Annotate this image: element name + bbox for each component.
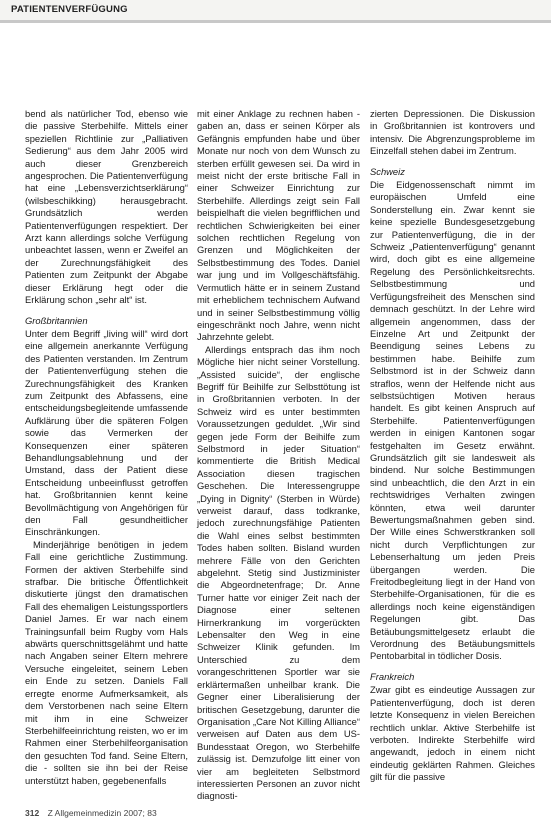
text-column-3	[370, 108, 535, 784]
subheading: Großbritannien	[25, 314, 88, 326]
page-footer	[25, 808, 157, 818]
subheading: Frankreich	[370, 670, 415, 682]
paragraph: Allerdings entsprach das ihm noch Mögliche hier nicht seiner Vorstellung. „Assisted suicide“, der englische Begriff für Beihilfe zur Selbsttötung ist in Großbritannien verboten. In der Schweiz wird es unter bestimmten Voraussetzungen geduldet. „Wir sind gegen jede Form der Beihilfe zum Selbstmord in jeder Situation“ kommentierte die British Medical Association diesen tragischen Geschehen. Die Interessengruppe „Dying in Dignity“ (Sterben in Würde) verweist darauf, dass todkranke, jedoch zurechnungsfähige Patienten die Wahl eines selbst bestimmten Todes haben sollten. Bisland wurden mehrere Fälle von den Gerichten abgelehnt. Stetig sind Justizminister die Abgeordnetenfrage; Dr. Anne Turner hatte vor einiger Zeit nach der Diagnose einer seltenen Hirnerkrankung im vorgerückten Lebensalter den Weg in eine Schweizer Klinik gefunden. Im Unterschied zu dem vorangeschrittenen Sportler war sie erklärtermaßen unheilbar krank. Die Gegner einer Liberalisierung der britischen Gesetzgebung, darunter die Organisation „Care Not Killing Alliance“ verweisen auf Daten aus dem US-Bundesstaat Oregon, wo Sterbehilfe zulässig ist. Demzufolge litt einer von vier am begleiteten Selbstmord interessierten Personen an zuvor nicht diagnosti-	[197, 343, 360, 802]
page-number: 312	[25, 808, 40, 818]
header-rule	[0, 20, 551, 23]
paragraph: Unter dem Begriff „living will“ wird dort eine allgemein anerkannte Verfügung des Patienten verstanden. Im Zentrum der Patientenverfügung stehen die Zurechnungsfähigkeit des Kranken zum Zeitpunkt des Abfassens, eine entscheidungsbegleitende umfassende Aufklärung über die späteren Folgen sowie das Vermerken der Konsequenzen einer späteren Behandlungsablehnung und der Umstand, dass der Patient diese Entscheidung unbeeinflusst getroffen hat. Großbritannien kennt keine Bevollmächtigung von Angehörigen für den Fall gesundheitlicher Einschränkungen.	[25, 327, 188, 538]
paragraph: Zwar gibt es eindeutige Aussagen zur Patientenverfügung, doch ist deren letzte Konsequenz in vielen Bereichen rechtlich unklar. Aktive Sterbehilfe ist verboten. Indirekte Sterbehilfe wird angewandt, jedoch in einem nicht eindeutig geklärten Rahmen. Gleiches gilt für die passive	[370, 684, 535, 783]
text-column-1	[25, 108, 188, 787]
text-column-2	[197, 108, 360, 803]
journal-citation: Z Allgemeinmedizin 2007; 83	[47, 808, 157, 818]
subheading: Schweiz	[370, 165, 405, 177]
paragraph: bend als natürlicher Tod, ebenso wie die passive Sterbehilfe. Mittels einer speziellen Richtlinie zur „Palliativen Sedierung“ aus dem Jahr 2005 wird auch dieser Grenzbereich angesprochen. Die Patientenverfügung hat eine „Lebensverzichtserklärung“ (wilsbeschikking) herausgebracht. Grundsätzlich werden Patientenverfügungen respektiert. Der Arzt kann allerdings solche Verfügung unbeachtet lassen, wenn er Zweifel an der Zurechnungsfähigkeit des Patienten zum Zeitpunkt der Abgabe dieser Erklärung hegt oder die Erklärung schon „sehr alt“ ist.	[25, 108, 188, 306]
paragraph: Die Eidgenossenschaft nimmt im europäischen Umfeld eine Sonderstellung ein. Zwar kennt sie keine spezielle Bundesgesetzgebung zur Patientenverfügung, die in der Schweiz „Patientenverfügung“ genannt wird, doch gibt es eine allgemeine Regelung des Persönlichkeitsrechts. Selbstbestimmung und Verfügungsfreiheit des Menschen sind demnach geschützt. In der Lehre wird allgemein angenommen, dass der Einzelne Art und Zeitpunkt der Beendigung seines Lebens zu bestimmen habe. Beihilfe zum Selbstmord ist in der Schweiz dann straflos, wenn der Helfende nicht aus selbstsüchtigen Motiven heraus handelt. Es gibt keinen Anspruch auf Sterbehilfe. Patientenverfügungen werden in einigen Kantonen sogar festgehalten im Gesetz erwähnt. Grundsätzlich gilt sie landesweit als bindend. Nur solche Bestimmungen sind unbeachtlich, die den Arzt in ein rechtswidriges Verhalten zwingen könnten, etwa weil darunter Bewertungsmaßnahmen geben sind. Der Wille eines Schwerstkranken soll nicht durch Verpflichtungen zur Lebenserhaltung um jeden Preis übergangen werden. Die Freitodbegleitung liegt in der Hand von Sterbehilfe-Organisationen, für die es allerdings noch keine eigenständigen Regelungen gibt. Das Betäubungsmittelgesetz erlaubt die Verordnung des Betäubungsmittels Pentobarbital in tödlicher Dosis.	[370, 179, 535, 662]
section-label: PATIENTENVERFÜGUNG	[11, 4, 128, 15]
paragraph: zierten Depressionen. Die Diskussion in Großbritannien ist kontrovers und intensiv. Die Abgrenzungsprobleme im Einzelfall stehen dabei im Zentrum.	[370, 108, 535, 157]
paragraph: mit einer Anklage zu rechnen haben - gaben an, dass er seinen Körper als Gefängnis empfunden habe und über Monate nur noch von dem Wunsch zu sterben erfüllt gewesen sei. Da wird in meist nicht der erste britische Fall in einer Schweizer Einrichtung zur Sterbehilfe. Allerdings zeigt sein Fall beispielhaft die vielen begrifflichen und rechtlichen Schwierigkeiten bei einer solchen rechtlichen Regelung von Grenzen und Möglichkeiten der Selbstbestimmung des Todes. Daniel war jung und im Vollgeschäftsfähig. Vermutlich hätte er in seinem Zustand mit erheblichem technischem Aufwand und in seiner Selbstbestimmung völlig eingeschränkt noch Jahre, wenn nicht Jahrzehnte gelebt.	[197, 108, 360, 343]
paragraph: Minderjährige benötigen in jedem Fall eine gerichtliche Zustimmung. Formen der aktiven Sterbehilfe sind strafbar. Die britische Öffentlichkeit diskutierte jüngst den dramatischen Fall des ehemaligen Leistungssportlers Daniel James. Er war nach einem Trainingsunfall beim Rugby vom Hals abwärts querschnittsgelähmt und hatte nach Angaben seiner Eltern mehrere Versuche eingeleitet, seinem Leben ein Ende zu setzen. Daniels Fall erregte enorme Aufmerksamkeit, als dem Verstorbenen nach seine Eltern mit ihm in eine Schweizer Sterbehilfeeinrichtung reisten, wo er im Rahmen einer Sterbehilfeorganisation den gesuchten Tod fand. Seine Eltern, die - sollten sie ihn bei der Reise unterstützt haben, gegebenenfalls	[25, 538, 188, 786]
